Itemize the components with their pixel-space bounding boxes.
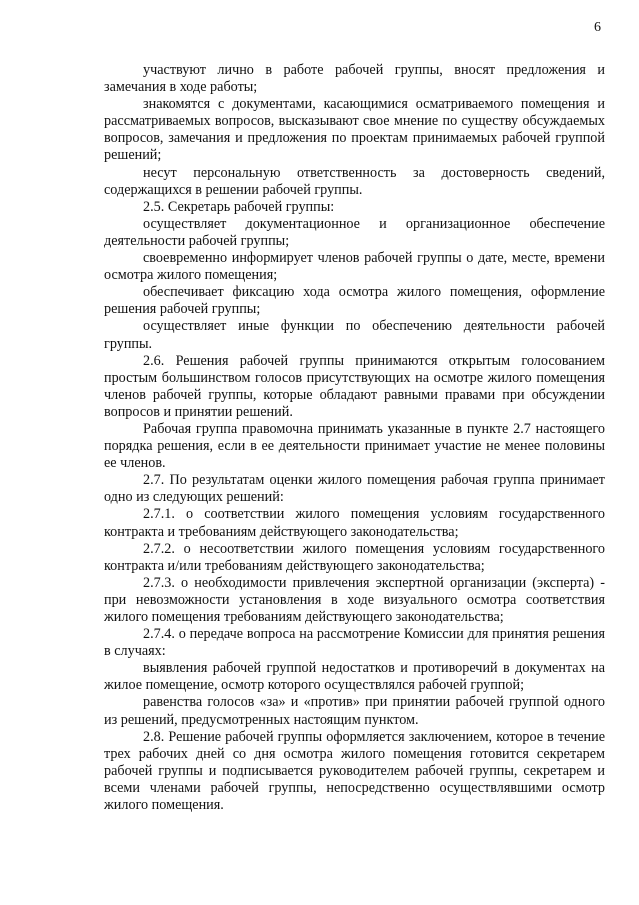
paragraph: знакомятся с документами, касающимися осматриваемого помещения и рассматриваемых вопросов, высказывают свое мнение по существу обсуждаемых вопросов, замечания и предложения по проектам принимаемых рабочей группой решений; — [104, 96, 605, 164]
paragraph: выявления рабочей группой недостатков и противоречий в документах на жилое помещение, осмотр которого осуществлялся рабочей группой; — [104, 660, 605, 694]
paragraph: участвуют лично в работе рабочей группы, вносят предложения и замечания в ходе работы; — [104, 62, 605, 96]
section-heading: 2.5. Секретарь рабочей группы: — [143, 198, 335, 215]
paragraph: 2.8. Решение рабочей группы оформляется заключением, которое в течение трех рабочих дней со дня осмотра жилого помещения готовится секретарем рабочей группы и подписывается руководителем рабочей группы, секретарем и всеми членами рабочей группы, непосредственно осуществлявшими осмотр жилого помещения. — [104, 728, 605, 814]
paragraph: Рабочая группа правомочна принимать указанные в пункте 2.7 настоящего порядка решения, если в ее деятельности принимает участие не менее половины ее членов. — [104, 420, 605, 472]
paragraph: несут персональную ответственность за достоверность сведений, содержащихся в решении рабочей группы. — [104, 164, 605, 198]
paragraph: 2.7.4. о передаче вопроса на рассмотрение Комиссии для принятия решения в случаях: — [104, 626, 605, 660]
paragraph: 2.7. По результатам оценки жилого помещения рабочая группа принимает одно из следующих решений: — [104, 472, 605, 506]
paragraph: осуществляет иные функции по обеспечению деятельности рабочей группы. — [104, 318, 605, 352]
document-body — [104, 62, 605, 814]
paragraph: 2.6. Решения рабочей группы принимаются открытым голосованием простым большинством голосов присутствующих на осмотре жилого помещения членов рабочей группы, которые обладают равными правами при обсуждении вопросов и принятии решений. — [104, 352, 605, 420]
paragraph: равенства голосов «за» и «против» при принятии рабочей группой одного из решений, предусмотренных настоящим пунктом. — [104, 694, 605, 728]
paragraph: своевременно информирует членов рабочей группы о дате, месте, времени осмотра жилого помещения; — [104, 250, 605, 284]
paragraph: обеспечивает фиксацию хода осмотра жилого помещения, оформление решения рабочей группы; — [104, 284, 605, 318]
page-number: 6 — [594, 20, 601, 35]
paragraph: осуществляет документационное и организационное обеспечение деятельности рабочей группы; — [104, 215, 605, 249]
paragraph: 2.7.2. о несоответствии жилого помещения условиям государственного контракта и/или требованиям действующего законодательства; — [104, 540, 605, 574]
paragraph: 2.7.3. о необходимости привлечения экспертной организации (эксперта) - при невозможности установления в ходе визуального осмотра соответствия жилого помещения требованиям действующего законодательства; — [104, 574, 605, 625]
paragraph: 2.7.1. о соответствии жилого помещения условиям государственного контракта и требованиям действующего законодательства; — [104, 506, 605, 540]
